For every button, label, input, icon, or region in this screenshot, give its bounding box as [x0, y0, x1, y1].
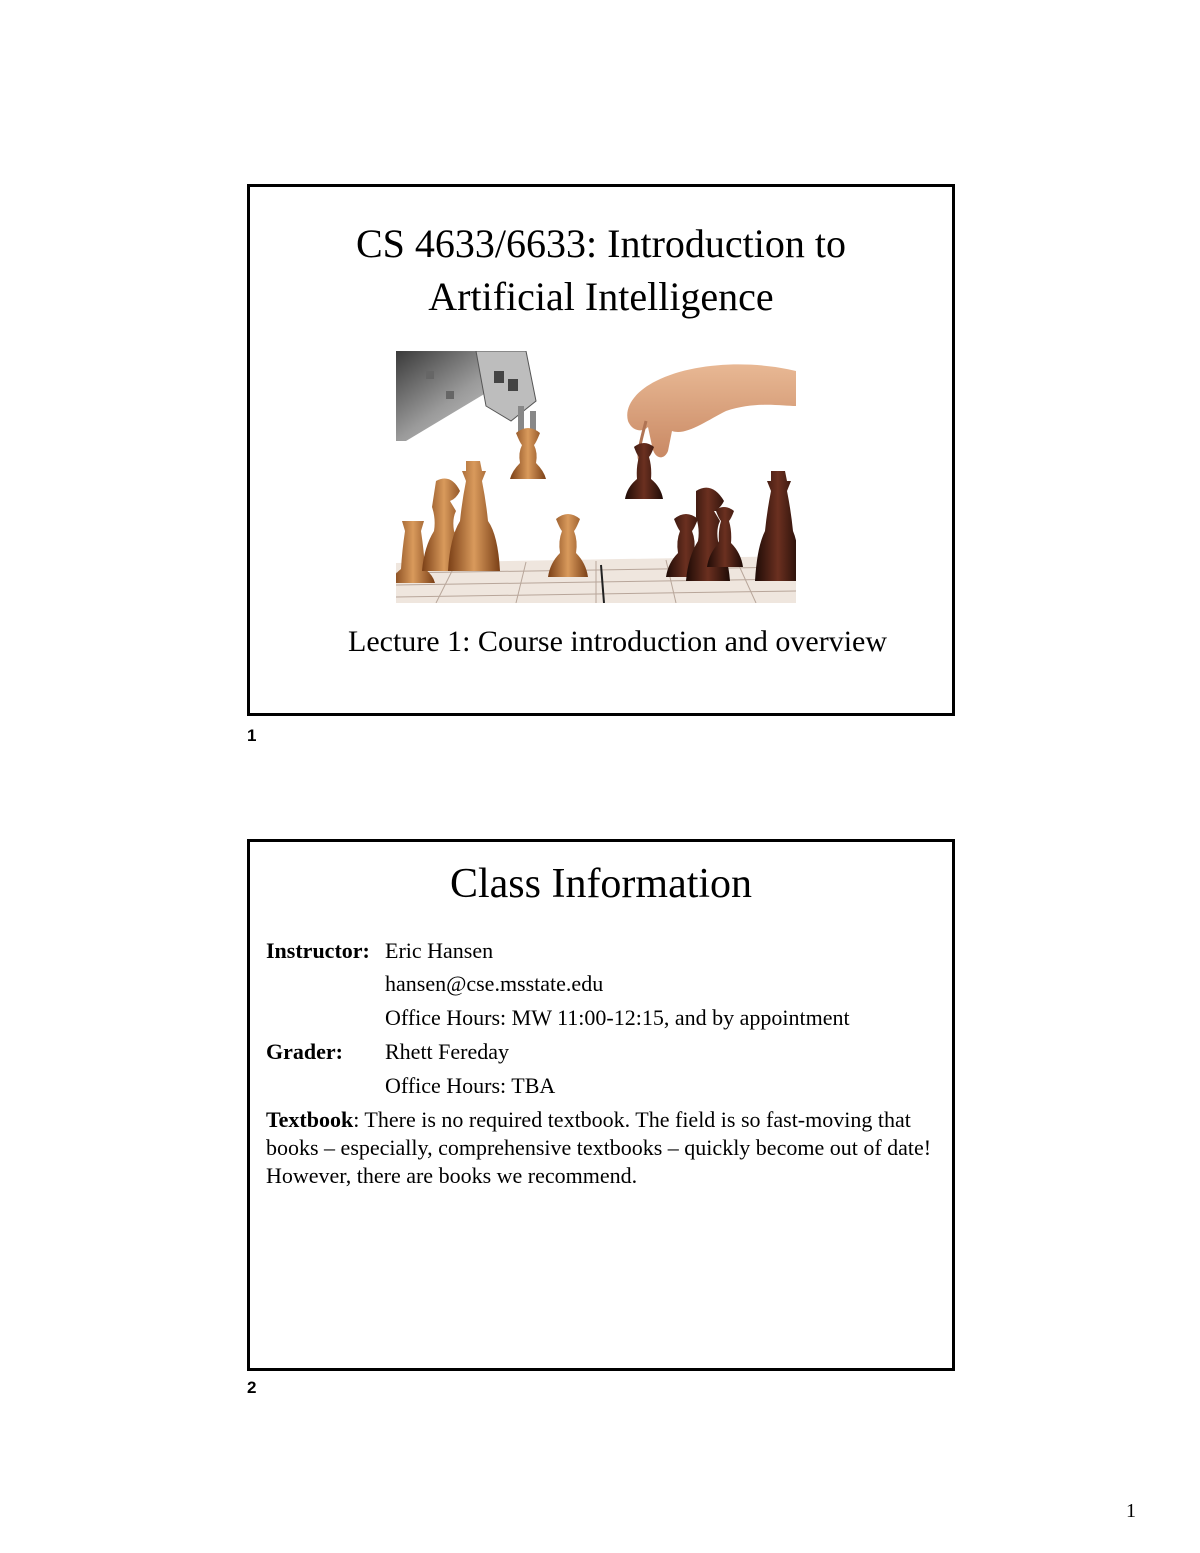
- slide-1-title-line-2: Artificial Intelligence: [428, 274, 774, 319]
- slide-1-number: 1: [247, 726, 257, 745]
- instructor-row: [266, 938, 494, 964]
- slide-2-number: 2: [247, 1378, 257, 1397]
- instructor-office-hours: Office Hours: MW 11:00-12:15, and by appointment: [385, 1005, 850, 1030]
- grader-hours-row: [266, 1073, 556, 1099]
- slide-1-title-line-1: CS 4633/6633: Introduction to: [356, 221, 846, 266]
- textbook-text: : There is no required textbook. The field is so fast-moving that books – especially, comprehensive textbooks – quickly become out of date! However, there are books we recommend.: [266, 1107, 932, 1188]
- instructor-name: Eric Hansen: [385, 938, 494, 963]
- grader-name: Rhett Fereday: [385, 1039, 510, 1064]
- slide-1-subtitle: Lecture 1: Course introduction and overview: [348, 625, 888, 658]
- instructor-label: Instructor:: [266, 938, 370, 963]
- instructor-hours-row: [266, 1005, 850, 1031]
- grader-row: [266, 1039, 510, 1065]
- slide-2-title: Class Information: [449, 861, 753, 907]
- grader-office-hours: Office Hours: TBA: [385, 1073, 556, 1098]
- slide-1: [247, 184, 955, 716]
- chess-robot-hand-image: [396, 351, 796, 603]
- textbook-label: Textbook: [266, 1107, 354, 1132]
- page-number: 1: [1126, 1500, 1136, 1522]
- slide-2: [247, 839, 955, 1371]
- slide-1-title: [250, 217, 952, 323]
- textbook-paragraph: [266, 1106, 936, 1190]
- grader-label: Grader:: [266, 1039, 343, 1064]
- instructor-email: hansen@cse.msstate.edu: [385, 971, 604, 996]
- instructor-email-row: [266, 971, 604, 997]
